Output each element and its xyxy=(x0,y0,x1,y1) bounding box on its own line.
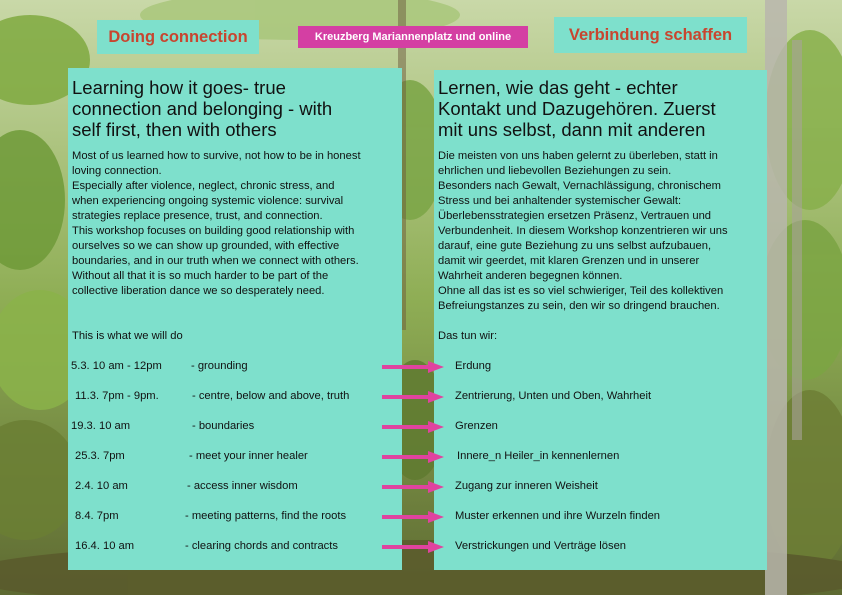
session-date: 25.3. 7pm xyxy=(75,450,125,462)
arrow-right-icon xyxy=(382,361,444,373)
arrow-right-icon xyxy=(382,391,444,403)
session-date: 11.3. 7pm - 9pm. xyxy=(75,390,159,402)
english-title xyxy=(72,77,332,140)
german-body xyxy=(438,149,728,314)
body-line: damit wir geerdet, mit klaren Grenzen und in unserer xyxy=(438,255,700,267)
body-line: boundaries, and in our truth when we connect with others. xyxy=(72,255,359,267)
body-line: Stress und bei anhaltender systemischer Gewalt: xyxy=(438,195,682,207)
body-line: ourselves so we can show up grounded, with effective xyxy=(72,240,340,252)
session-topic-de: Zugang zur inneren Weisheit xyxy=(455,480,598,492)
session-date: 16.4. 10 am xyxy=(75,540,135,552)
german-panel xyxy=(434,70,767,570)
arrow-right-icon xyxy=(382,481,444,493)
body-line: Ohne all das ist es so viel schwieriger, Teil des kollektiven xyxy=(438,285,724,297)
session-date: 5.3. 10 am - 12pm xyxy=(71,360,162,372)
session-date: 2.4. 10 am xyxy=(75,480,128,492)
english-body xyxy=(72,149,361,299)
english-subtitle: This is what we will do xyxy=(72,330,183,342)
session-topic-de: Zentrierung, Unten und Oben, Wahrheit xyxy=(455,390,652,402)
session-topic: - access inner wisdom xyxy=(187,480,298,492)
body-line: loving connection. xyxy=(72,165,162,177)
session-topic-de: Erdung xyxy=(455,360,492,372)
body-line: strategies replace presence, trust, and connection. xyxy=(72,210,323,222)
session-topic: - meet your inner healer xyxy=(189,450,308,462)
body-line: This workshop focuses on building good relationship with xyxy=(72,225,355,237)
title-line: connection and belonging - with xyxy=(72,98,333,119)
body-line: when experiencing ongoing systemic violence: survival xyxy=(72,195,344,207)
german-subtitle: Das tun wir: xyxy=(438,330,498,342)
session-topic-de: Innere_n Heiler_in kennenlernen xyxy=(457,450,620,462)
arrow-right-icon xyxy=(382,421,444,433)
session-topic: - grounding xyxy=(191,360,248,372)
body-line: Überlebensstrategien ersetzen Präsenz, Vertrauen und xyxy=(438,210,712,222)
body-line: darauf, eine gute Beziehung zu uns selbst aufzubauen, xyxy=(438,240,712,252)
body-line: collective liberation dance we so desperately need. xyxy=(72,285,325,297)
german-title xyxy=(438,77,716,140)
title-line: mit uns selbst, dann mit anderen xyxy=(438,119,706,140)
session-topic-de: Verstrickungen und Verträge lösen xyxy=(455,540,627,552)
session-topic-de: Grenzen xyxy=(455,420,498,432)
arrow-right-icon xyxy=(382,451,444,463)
body-line: ehrlichen und liebevollen Beziehungen zu sein. xyxy=(438,165,672,177)
session-date: 8.4. 7pm xyxy=(75,510,119,522)
session-topic: - boundaries xyxy=(192,420,255,432)
body-line: Verbundenheit. In diesem Workshop konzentrieren wir uns xyxy=(438,225,728,237)
english-panel xyxy=(68,68,402,570)
doing-connection-tag: Doing connection xyxy=(97,20,259,54)
session-date: 19.3. 10 am xyxy=(71,420,131,432)
location-tag: Kreuzberg Mariannenplatz und online xyxy=(298,26,528,48)
body-line: Most of us learned how to survive, not how to be in honest xyxy=(72,150,361,162)
body-line: Especially after violence, neglect, chronic stress, and xyxy=(72,180,335,192)
verbindung-schaffen-tag: Verbindung schaffen xyxy=(554,17,747,53)
title-line: Lernen, wie das geht - echter xyxy=(438,77,678,98)
title-line: Kontakt und Dazugehören. Zuerst xyxy=(438,98,716,119)
session-topic: - clearing chords and contracts xyxy=(185,540,338,552)
body-line: Die meisten von uns haben gelernt zu überleben, statt in xyxy=(438,150,718,162)
body-line: Wahrheit anderen begegnen können. xyxy=(438,270,623,282)
session-topic: - meeting patterns, find the roots xyxy=(185,510,347,522)
session-topic: - centre, below and above, truth xyxy=(192,390,350,402)
arrow-right-icon xyxy=(382,541,444,553)
session-topic-de: Muster erkennen und ihre Wurzeln finden xyxy=(455,510,661,522)
title-line: self first, then with others xyxy=(72,119,277,140)
arrow-right-icon xyxy=(382,511,444,523)
body-line: Besonders nach Gewalt, Vernachlässigung, chronischem xyxy=(438,180,721,192)
body-line: Without all that it is so much harder to be part of the xyxy=(72,270,329,282)
title-line: Learning how it goes- true xyxy=(72,77,286,98)
body-line: Befreiungstanzes zu sein, den wir so dringend brauchen. xyxy=(438,300,720,312)
